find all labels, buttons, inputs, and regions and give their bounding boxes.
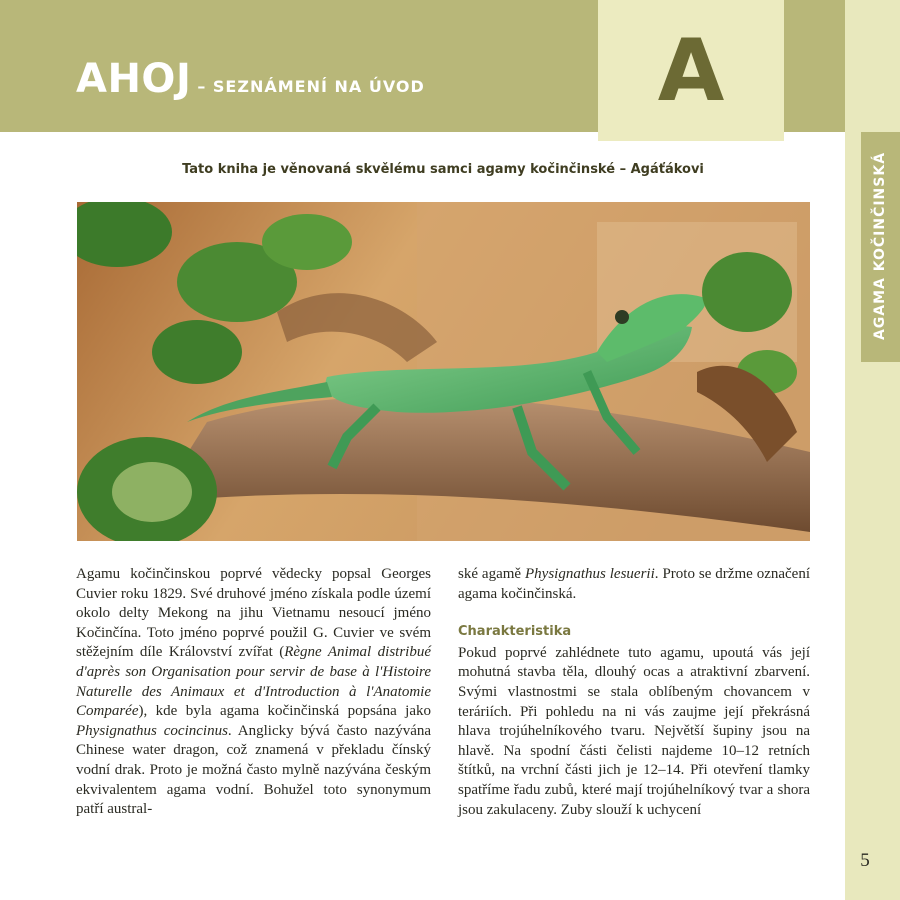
intro-italic-species: Physignathus cocincinus (76, 722, 228, 739)
intro-text-2: ), kde byla agama kočinčinská popsána jako (138, 703, 431, 720)
intro-italic-title: Règne Animal distribué d'après son Organisation pour servir de base à l'Histoire Naturelle des Animaux et d'Introduction à l'Anatomie Comparée (76, 644, 431, 720)
chapter-title-main: AHOJ (76, 56, 192, 102)
intro-paragraph (76, 565, 431, 820)
lizard-photo (77, 202, 810, 541)
text-column-left (76, 565, 431, 820)
continuation-text-1: ské agamě (458, 566, 525, 582)
page-number: 5 (860, 850, 870, 871)
intro-text-1: Agamu kočinčinskou poprvé vědecky popsal Georges Cuvier roku 1829. Své druhové jméno získala podle území okolo delty Mekong na jihu Vietnamu nesoucí jméno Kočinčína. Toto jméno poprvé použil G. Cuvier ve svém stěžejním díle Království zvířat ( (76, 566, 431, 661)
characteristics-paragraph: Pokud poprvé zahlédnete tuto agamu, upoutá vás její mohutná stavba těla, dlouhý ocas a atraktivní zbarvení. Svými vlastnostmi se stala oblíbeným chovancem v teráriích. Při pohledu na ni vás zaujme její překrásná hlava trojúhelníkového tvaru. Největší šupiny jsou na hlavě. Na spodní části čelisti najdeme 10–12 retních štítků, na vrchní části jich je 12–14. Při otevření tlamky spatříme řadu zubů, které mají trojúhelníkový tvar a shora jsou zakulaceny. Zuby slouží k uchycení (458, 644, 810, 818)
lizard-photo-illustration (77, 202, 810, 541)
chapter-letter-box (598, 0, 784, 141)
continuation-paragraph (458, 565, 810, 604)
chapter-title (76, 56, 425, 102)
continuation-italic-species: Physignathus lesuerii (525, 566, 655, 582)
chapter-title-sub: – SEZNÁMENÍ NA ÚVOD (197, 77, 425, 96)
chapter-letter: A (657, 20, 725, 121)
side-tab-label: AGAMA KOČINČINSKÁ (872, 151, 888, 341)
text-column-right (458, 565, 810, 820)
section-heading: Charakteristika (458, 624, 572, 640)
dedication: Tato kniha je věnovaná skvělému samci agamy kočinčinské – Agáťákovi (182, 162, 704, 177)
intro-text-3: . Anglicky bývá často nazývána Chinese water dragon, což znamená v překladu čínský vodní drak. Proto je možná často mylně nazývána českým ekvivalentem agama vodní. Bohužel toto synonymum patří austral- (76, 722, 432, 818)
continuation-text-2: . Proto se držme označení agama kočinčinská. (458, 566, 811, 602)
